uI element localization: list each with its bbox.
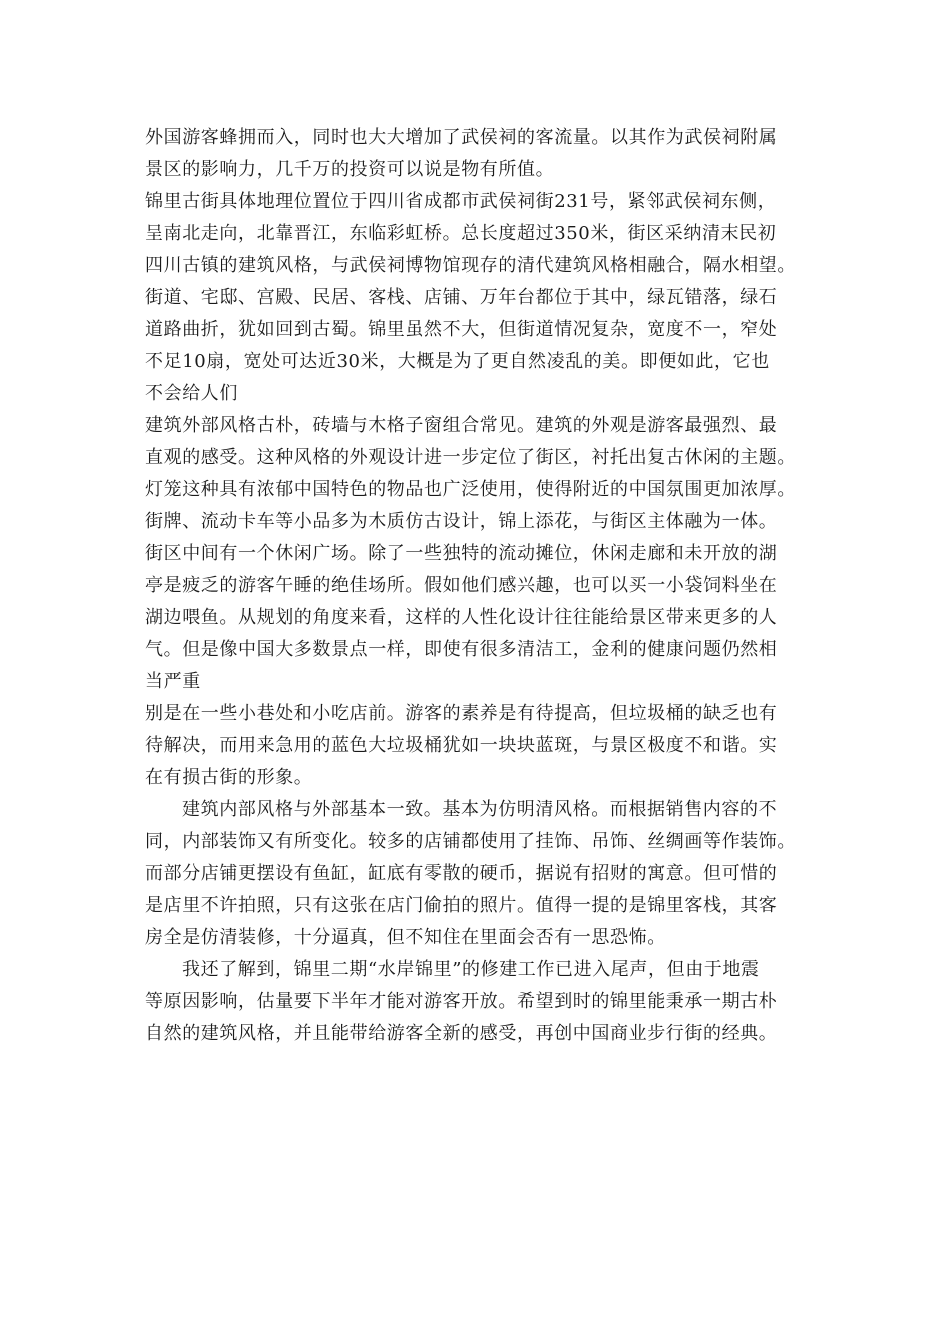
- text-line: 房全是仿清装修，十分逼真，但不知住在里面会否有一思恐怖。: [145, 927, 666, 948]
- text-line: 当严重: [145, 671, 201, 692]
- text-line: 直观的感受。这种风格的外观设计进一步定位了街区，衬托出复古休闲的主题。: [145, 447, 796, 468]
- text-line: 等原因影响，估量要下半年才能对游客开放。希望到时的锦里能秉承一期古朴: [145, 991, 778, 1012]
- document-body: [145, 122, 825, 1050]
- text-line: 同，内部装饰又有所变化。较多的店铺都使用了挂饰、吊饰、丝绸画等作装饰。: [145, 831, 796, 852]
- text-line: 湖边喂鱼。从规划的角度来看，这样的人性化设计往往能给景区带来更多的人: [145, 607, 778, 628]
- text-line: 外国游客蜂拥而入，同时也大大增加了武侯祠的客流量。以其作为武侯祠附属: [145, 127, 778, 148]
- text-line: 街道、宅邸、宫殿、民居、客栈、店铺、万年台都位于其中，绿瓦错落，绿石: [145, 287, 778, 308]
- text-line: 锦里古街具体地理位置位于四川省成都市武侯祠街231号，紧邻武侯祠东侧，: [145, 191, 777, 212]
- text-line: 建筑外部风格古朴，砖墙与木格子窗组合常见。建筑的外观是游客最强烈、最: [145, 415, 778, 436]
- text-line: 不足10扇，宽处可达近30米，大概是为了更自然凌乱的美。即便如此，它也: [145, 351, 770, 372]
- text-line: 亭是疲乏的游客午睡的绝佳场所。假如他们感兴趣，也可以买一小袋饲料坐在: [145, 575, 778, 596]
- text-line: 而部分店铺更摆设有鱼缸，缸底有零散的硬币，据说有招财的寓意。但可惜的: [145, 863, 778, 884]
- text-line: 街区中间有一个休闲广场。除了一些独特的流动摊位，休闲走廊和未开放的湖: [145, 543, 778, 564]
- text-line: 不会给人们: [145, 383, 238, 404]
- text-line: 建筑内部风格与外部基本一致。基本为仿明清风格。而根据销售内容的不: [182, 799, 778, 820]
- text-line: 街牌、流动卡车等小品多为木质仿古设计，锦上添花，与街区主体融为一体。: [145, 511, 778, 532]
- text-line: 道路曲折，犹如回到古蜀。锦里虽然不大，但街道情况复杂，宽度不一，窄处: [145, 319, 778, 340]
- text-line: 我还了解到，锦里二期“水岸锦里”的修建工作已进入尾声，但由于地震: [182, 959, 760, 980]
- text-line: 是店里不许拍照，只有这张在店门偷拍的照片。值得一提的是锦里客栈，其客: [145, 895, 778, 916]
- text-line: 呈南北走向，北靠晋江，东临彩虹桥。总长度超过350米，街区采纳清末民初: [145, 223, 777, 244]
- text-line: 在有损古街的形象。: [145, 767, 313, 788]
- text-line: 景区的影响力，几千万的投资可以说是物有所值。: [145, 159, 555, 180]
- text-line: 灯笼这种具有浓郁中国特色的物品也广泛使用，使得附近的中国氛围更加浓厚。: [145, 479, 796, 500]
- text-line: 四川古镇的建筑风格，与武侯祠博物馆现存的清代建筑风格相融合，隔水相望。: [145, 255, 796, 276]
- text-line: 自然的建筑风格，并且能带给游客全新的感受，再创中国商业步行街的经典。: [145, 1023, 778, 1044]
- text-line: 气。但是像中国大多数景点一样，即使有很多清洁工，金利的健康问题仍然相: [145, 639, 778, 660]
- text-line: 别是在一些小巷处和小吃店前。游客的素养是有待提高，但垃圾桶的缺乏也有: [145, 703, 778, 724]
- text-line: 待解决，而用来急用的蓝色大垃圾桶犹如一块块蓝斑，与景区极度不和谐。实: [145, 735, 778, 756]
